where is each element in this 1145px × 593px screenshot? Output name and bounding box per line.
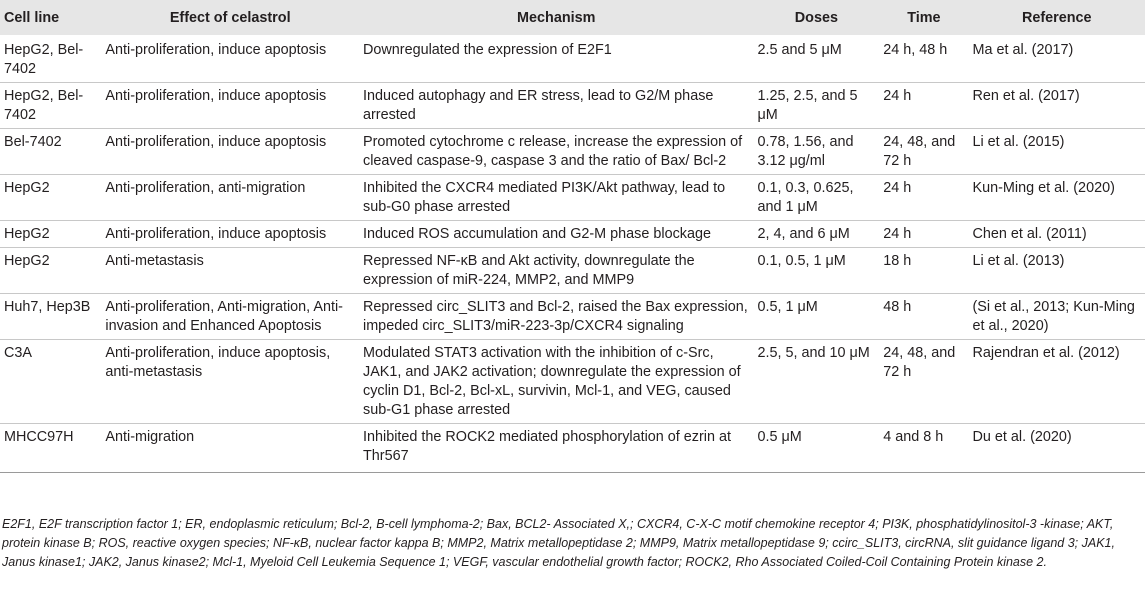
cell-line: HepG2 — [0, 221, 101, 248]
effect: Anti-proliferation, Anti-migration, Anti-invasion and Enhanced Apoptosis — [101, 294, 359, 340]
effect: Anti-proliferation, anti-migration — [101, 175, 359, 221]
table-row — [0, 129, 1145, 175]
doses: 2.5 and 5 μM — [757, 42, 842, 58]
mechanism: Inhibited the CXCR4 mediated PI3K/Akt pathway, lead to sub-G0 phase arrested — [359, 175, 754, 221]
reference: Ren et al. (2017) — [968, 83, 1145, 129]
table-row — [0, 175, 1145, 221]
mechanism: Modulated STAT3 activation with the inhibition of c-Src, JAK1, and JAK2 activation; downregulate the expression of cyclin D1, Bcl-2, Bcl-xL, survivin, Mcl-1, and VEG, caused sub-G1 phase arrested — [359, 340, 754, 424]
effect: Anti-metastasis — [101, 248, 359, 294]
table-row — [0, 424, 1145, 473]
time: 48 h — [879, 294, 968, 340]
mechanism: Induced autophagy and ER stress, lead to G2/M phase arrested — [359, 83, 754, 129]
time: 18 h — [879, 248, 968, 294]
header-effect: Effect of celastrol — [101, 0, 359, 35]
mechanism: Repressed circ_SLIT3 and Bcl-2, raised the Bax expression, impeded circ_SLIT3/miR-223-3p/CXCR4 signaling — [359, 294, 754, 340]
header-doses: Doses — [754, 0, 880, 35]
effect: Anti-proliferation, induce apoptosis — [101, 221, 359, 248]
reference: Li et al. (2013) — [968, 248, 1145, 294]
table-header — [0, 0, 1145, 35]
time: 24 h — [879, 83, 968, 129]
table-row — [0, 294, 1145, 340]
table-row — [0, 248, 1145, 294]
effect: Anti-migration — [101, 424, 359, 473]
effect: Anti-proliferation, induce apoptosis — [105, 42, 327, 58]
table-row — [0, 221, 1145, 248]
table-footnote: E2F1, E2F transcription factor 1; ER, endoplasmic reticulum; Bcl-2, B-cell lymphoma-2; Bax, BCL2- Associated X,; CXCR4, C-X-C motif chemokine receptor 4; PI3K, phosphatidylinositol-3 -kinase; AKT, protein kinase B; ROS, reactive oxygen species; NF-κB, nuclear factor kappa B; MMP2, Matrix metallopeptidase 2; MMP9, Matrix metallopeptidase 9; ccirc_SLIT3, circRNA, slit guidance ligand 3; JAK1, Janus kinase1; JAK2, Janus kinase2; Mcl-1, Myeloid Cell Leukemia Sequence 1; VEGF, vascular endothelial growth factor; ROCK2, Rho Associated Coiled-Coil Containing Protein kinase 2. — [2, 517, 1115, 569]
table-row — [0, 83, 1145, 129]
cell-line: HepG2 — [0, 175, 101, 221]
doses: 0.5 μM — [754, 424, 880, 473]
doses: 0.1, 0.3, 0.625, and 1 μM — [754, 175, 880, 221]
time: 24 h — [879, 221, 968, 248]
mechanism: Repressed NF-κB and Akt activity, downregulate the expression of miR-224, MMP2, and MMP9 — [359, 248, 754, 294]
doses: 2, 4, and 6 μM — [754, 221, 880, 248]
header-cell-line: Cell line — [0, 0, 101, 35]
effect: Anti-proliferation, induce apoptosis — [101, 83, 359, 129]
doses: 1.25, 2.5, and 5 μM — [754, 83, 880, 129]
reference: Du et al. (2020) — [968, 424, 1145, 473]
time: 24 h — [879, 175, 968, 221]
cell-line: HepG2, Bel-7402 — [4, 42, 84, 77]
doses: 0.5, 1 μM — [754, 294, 880, 340]
time: 24, 48, and 72 h — [879, 340, 968, 424]
cell-line: MHCC97H — [0, 424, 101, 473]
table-row — [0, 35, 1145, 83]
time: 24, 48, and 72 h — [879, 129, 968, 175]
reference: Kun-Ming et al. (2020) — [968, 175, 1145, 221]
doses: 2.5, 5, and 10 μM — [754, 340, 880, 424]
header-mechanism: Mechanism — [359, 0, 754, 35]
cell-line: HepG2 — [0, 248, 101, 294]
effect: Anti-proliferation, induce apoptosis, anti-metastasis — [101, 340, 359, 424]
doses: 0.1, 0.5, 1 μM — [754, 248, 880, 294]
reference: Li et al. (2015) — [968, 129, 1145, 175]
table-body — [0, 35, 1145, 473]
cell-line: Huh7, Hep3B — [0, 294, 101, 340]
mechanism: Downregulated the expression of E2F1 — [363, 42, 612, 58]
reference: Rajendran et al. (2012) — [968, 340, 1145, 424]
cell-line: HepG2, Bel-7402 — [0, 83, 101, 129]
cell-line: Bel-7402 — [0, 129, 101, 175]
time: 24 h, 48 h — [883, 42, 948, 58]
mechanism: Promoted cytochrome c release, increase the expression of cleaved caspase-9, caspase 3 and the ratio of Bax/ Bcl-2 — [359, 129, 754, 175]
mechanism: Inhibited the ROCK2 mediated phosphorylation of ezrin at Thr567 — [359, 424, 754, 473]
reference: (Si et al., 2013; Kun-Ming et al., 2020) — [968, 294, 1145, 340]
table-row — [0, 340, 1145, 424]
header-reference: Reference — [968, 0, 1145, 35]
time: 4 and 8 h — [879, 424, 968, 473]
reference: Chen et al. (2011) — [968, 221, 1145, 248]
reference: Ma et al. (2017) — [972, 42, 1074, 58]
doses: 0.78, 1.56, and 3.12 μg/ml — [754, 129, 880, 175]
cell-line: C3A — [0, 340, 101, 424]
effect: Anti-proliferation, induce apoptosis — [101, 129, 359, 175]
header-time: Time — [879, 0, 968, 35]
mechanism: Induced ROS accumulation and G2-M phase blockage — [359, 221, 754, 248]
